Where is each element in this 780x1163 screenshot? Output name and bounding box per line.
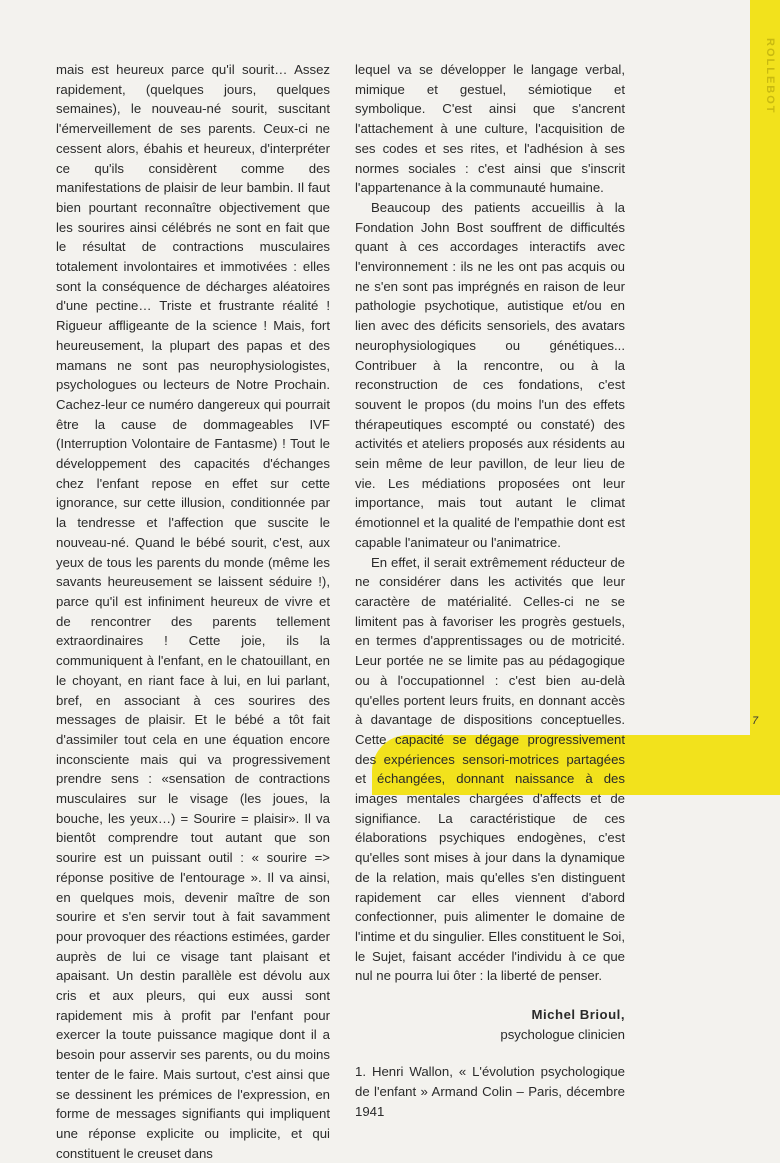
right-column: [355, 60, 625, 1122]
side-band-label: ROLLEBOT: [764, 38, 776, 115]
page-number: 7: [752, 715, 759, 727]
left-column: [56, 60, 330, 1163]
yellow-side-band: [750, 0, 780, 768]
footnote: 1. Henri Wallon, « L'évolution psychologique de l'enfant » Armand Colin – Paris, décembre 1941: [355, 1064, 625, 1119]
author-role: psychologue clinicien: [500, 1026, 625, 1042]
right-paragraph-3: En effet, il serait extrêmement réducteur de ne considérer dans les activités que leur caractère de matérialité. Celles-ci ne se limitent pas à favoriser les progrès gestuels, en termes d'apprentissages ou de motricité. Leur portée ne se limite pas au pédagogique ou à l'occupationnel : c'est bien au-delà qu'elles portent leurs fruits, en donnant accès à davantage de dispositions conceptuelles. Cette capacité se dégage progressivement des expériences sensori-motrices partagées et échangées, donnant naissance à des images mentales chargées d'affects et de signifiance. La caractéristique de ces élaborations psychiques endogènes, c'est qu'elles sont mises à jour dans la dynamique de la relation, mais qu'elles s'en distinguent rapidement car elles viennent d'abord confectionner, puis alimenter le domaine de l'intime et du singulier. Elles constituent le Soi, le Sujet, faisant accéder l'individu à ce que nul ne pourra lui ôter : la liberté de penser.: [355, 554, 625, 984]
author-name: Michel Brioul,: [531, 1007, 625, 1023]
right-paragraph-2: Beaucoup des patients accueillis à la Fondation John Bost souffrent de difficultés quant à ces accordages interactifs avec l'environnement : ils ne les ont pas acquis ou ne s'en sont pas imprégnés en raison de leur pathologie psychotique, autistique et/ou en lien avec des déficits sensoriels, des avatars neurophysiologiques ou génétiques... Contribuer à la rencontre, ou à la reconstruction de ces fondations, c'est souvent le propos (du moins l'un des effets thérapeutiques escompté ou constaté) des activités et ateliers proposés aux résidents au sein même de leur pavillon, de leur lieu de vie. Les médiations proposées ont leur importance, mais tout autant le climat émotionnel et la qualité de l'empathie dont est capable l'animateur ou l'animatrice.: [355, 199, 625, 550]
right-paragraph-1: lequel va se développer le langage verbal, mimique et gestuel, sémiotique et symbolique. C'est ainsi que s'ancrent l'attachement à une culture, l'acquisition de ses codes et ses rites, et l'adhésion à ses normes sociales : c'est ainsi que s'inscrit l'appartenance à la communauté humaine.: [355, 62, 625, 196]
left-paragraph-1: mais est heureux parce qu'il sourit… Assez rapidement, (quelques jours, quelques semaines), le nouveau-né sourit, suscitant l'émerveillement de ses parents. Ceux-ci ne cessent alors, ébahis et heureux, d'interpréter ce qu'ils considèrent comme des manifestations de plaisir de leur bambin. Il faut bien pourtant reconnaître objectivement que les sourires ainsi célébrés ne sont en fait que le résultat de contractions musculaires totalement involontaires et immotivées : elles sont la conséquence de décharges aléatoires d'une pectine… Triste et frustrante réalité ! Rigueur affligeante de la science ! Mais, fort heureusement, la plupart des papas et des mamans ne sont pas neurophysiologistes, psychologues ou lecteurs de Notre Prochain. Cachez-leur ce numéro dangereux qui pourrait être la cause de dommageables IVF (Interruption Volontaire de Fantasme) ! Tout le développement des capacités d'échanges chez l'enfant repose en effet sur cette ignorance, sur cette illusion, conditionnée par la tendresse et l'affection que suscite le nouveau-né. Quand le bébé sourit, c'est, aux yeux de tous les parents du monde (même les savants heureusement se laissent séduire !), parce qu'il est infiniment heureux de vivre et de rencontrer des parents tellement extraordinaires ! Cette joie, ils la communiquent à l'enfant, en le chatouillant, en le choyant, en riant face à lui, en lui parlant, bref, en associant à ces sourires des messages de plaisir. Et le bébé a tôt fait d'assimiler tout cela en une équation encore inconsciente mais qui va progressivement prendre sens : «sensation de contractions musculaires sur le visage (les joues, la bouche, les yeux…) = Sourire = plaisir». Il va bientôt comprendre tout autant que son sourire est un puissant outil : « sourire => réponse positive de l'entourage ». Il va ainsi, en quelques mois, devenir maître de son sourire et s'en servir tout à fait savamment pour provoquer des réactions estimées, garder auprès de lui ce visage tant plaisant et apaisant. Un destin parallèle est dévolu aux cris et aux pleurs, qui eux aussi sont rapidement mis à profit par l'enfant pour exercer la toute puissance magique dont il a besoin pour asservir ses parents, ou du moins tenter de le faire. Mais surtout, c'est ainsi que se dessinent les prémices de l'expression, en forme de messages signifiants qui impliquent une réponse explicite ou implicite, et qui constituent le creuset dans: [56, 62, 330, 1161]
signature-block: [355, 1005, 625, 1044]
